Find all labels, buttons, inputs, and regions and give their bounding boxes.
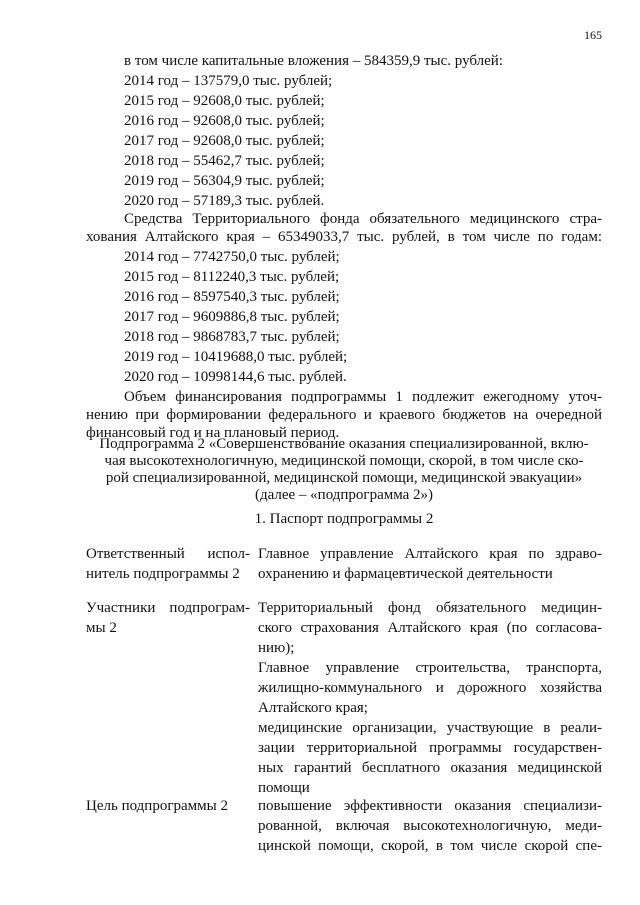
value-line: рованной, включая высокотехнологичную, меди-	[258, 818, 602, 834]
value-line: нию);	[258, 640, 295, 656]
volume-paragraph-line: Объем финансирования подпрограммы 1 подлежит ежегодному уточ-	[124, 389, 602, 405]
value-line: ского страхования Алтайского края (по согласова-	[258, 620, 602, 636]
row-label-goal	[86, 796, 250, 816]
value-line: цинской помощи, скорой, в том числе скорой спе-	[258, 838, 602, 854]
value-line: ных гарантий бесплатного оказания медицинской	[258, 760, 602, 776]
list-item: 2016 год – 92608,0 тыс. рублей;	[124, 113, 325, 129]
list-item: 2019 год – 10419688,0 тыс. рублей;	[124, 349, 348, 365]
list-item: 2016 год – 8597540,3 тыс. рублей;	[124, 289, 340, 305]
list-item: 2020 год – 57189,3 тыс. рублей.	[124, 193, 325, 209]
volume-paragraph-line: финансовый год и на плановый период.	[86, 425, 340, 441]
list-item: 2014 год – 7742750,0 тыс. рублей;	[124, 249, 340, 265]
value-line: зации территориальной программы государствен-	[258, 740, 602, 756]
subprogram-heading	[86, 436, 602, 504]
fund-paragraph-line: Средства Территориального фонда обязательного медицинского стра-	[124, 211, 602, 227]
value-line: Главное управление Алтайского края по здраво-	[258, 546, 602, 562]
list-item: 2014 год – 137579,0 тыс. рублей;	[124, 73, 333, 89]
heading-line: (далее – «подпрограмма 2»)	[254, 487, 434, 503]
value-line: Территориальный фонд обязательного медицин-	[258, 600, 602, 616]
label-line: мы 2	[86, 620, 117, 636]
row-label-participants	[86, 598, 250, 638]
value-line: жилищно-коммунального и дорожного хозяйства	[258, 680, 602, 696]
value-line: охранению и фармацевтической деятельности	[258, 566, 553, 582]
list-item: 2015 год – 8112240,3 тыс. рублей;	[124, 269, 340, 285]
list-item: 2018 год – 9868783,7 тыс. рублей;	[124, 329, 340, 345]
passport-title: 1. Паспорт подпрограммы 2	[254, 511, 434, 527]
page-number: 165	[584, 28, 602, 42]
list-item: 2015 год – 92608,0 тыс. рублей;	[124, 93, 325, 109]
row-value-goal	[258, 796, 602, 856]
label-line: Цель подпрограммы 2	[86, 798, 228, 814]
value-line: помощи	[258, 780, 310, 796]
heading-line: Подпрограмма 2 «Совершенствование оказания специализированной, вклю-	[99, 436, 589, 452]
label-line: Участники подпрограм-	[86, 600, 250, 616]
heading-line: рой специализированной, медицинской помощи, медицинской эвакуации»	[105, 470, 583, 486]
list-item: 2020 год – 10998144,6 тыс. рублей.	[124, 369, 347, 385]
list-item: 2019 год – 56304,9 тыс. рублей;	[124, 173, 325, 189]
list-item: 2017 год – 92608,0 тыс. рублей;	[124, 133, 325, 149]
capital-line: в том числе капитальные вложения – 584359,9 тыс. рублей:	[124, 53, 503, 69]
list-item: 2018 год – 55462,7 тыс. рублей;	[124, 153, 325, 169]
volume-paragraph-line: нению при формировании федерального и краевого бюджетов на очередной	[86, 407, 602, 423]
value-line: медицинские организации, участвующие в реали-	[258, 720, 602, 736]
value-line: Главное управление строительства, транспорта,	[258, 660, 602, 676]
row-value-participants	[258, 598, 602, 798]
row-value-responsible	[258, 544, 602, 584]
value-line: Алтайского края;	[258, 700, 368, 716]
label-line: нитель подпрограммы 2	[86, 566, 240, 582]
value-line: повышение эффективности оказания специализи-	[258, 798, 602, 814]
label-line: Ответственный испол-	[86, 546, 250, 562]
list-item: 2017 год – 9609886,8 тыс. рублей;	[124, 309, 340, 325]
fund-paragraph-line: хования Алтайского края – 65349033,7 тыс. рублей, в том числе по годам:	[86, 229, 602, 245]
heading-line: чая высокотехнологичную, медицинской помощи, скорой, в том числе ско-	[104, 453, 584, 469]
row-label-responsible	[86, 544, 250, 584]
